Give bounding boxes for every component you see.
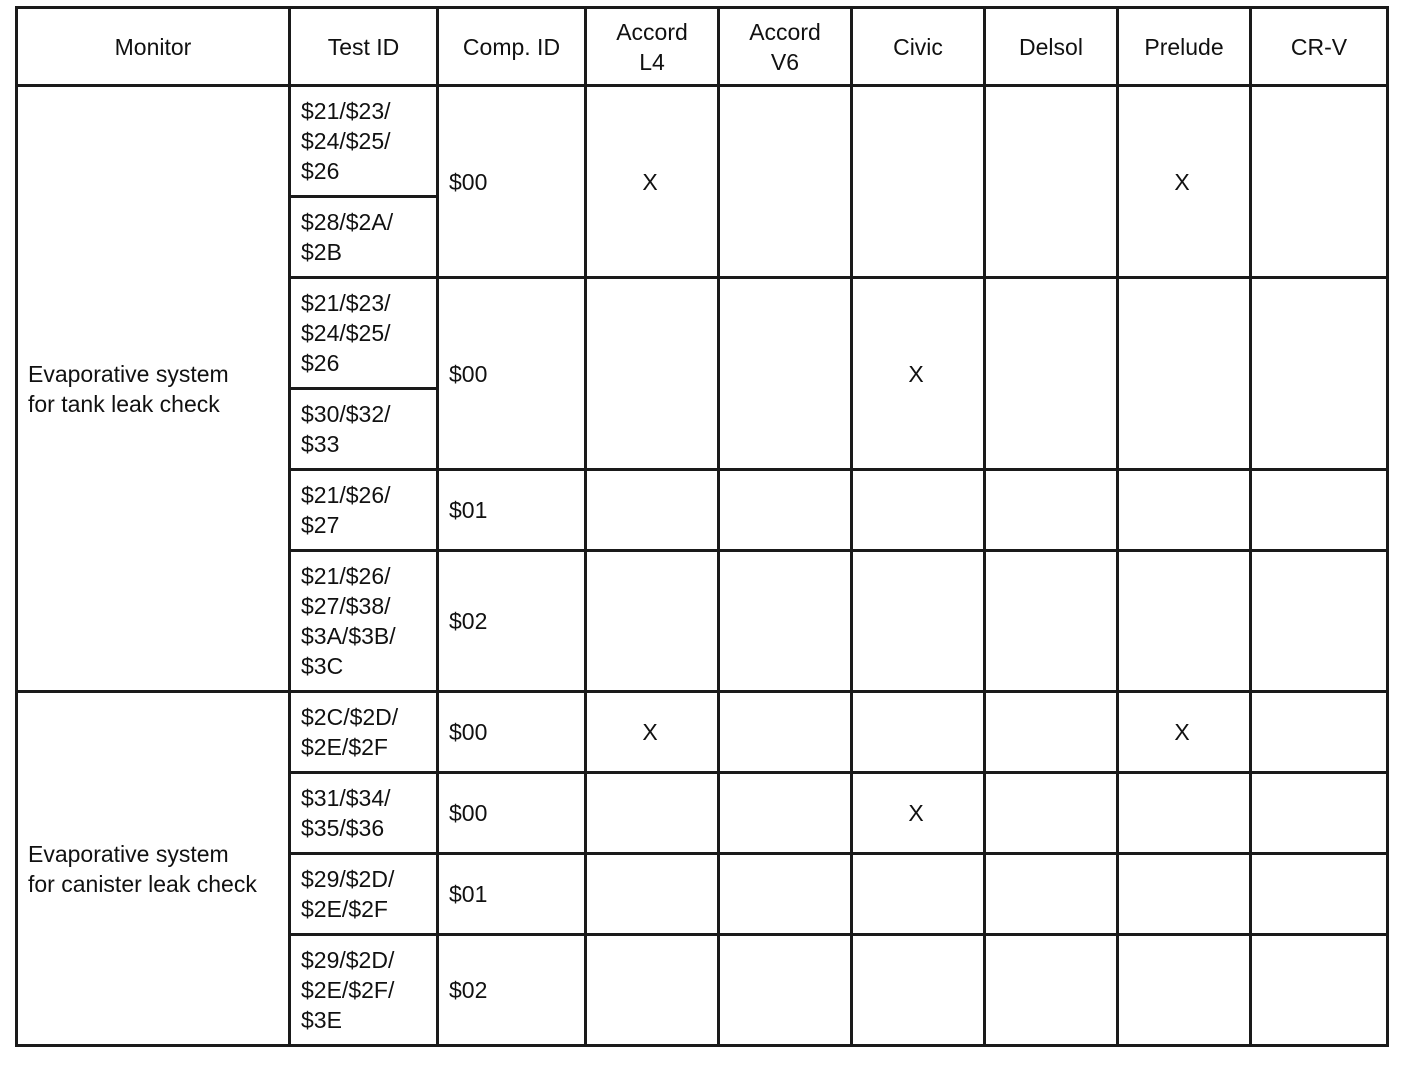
accord-v6-cell: [719, 86, 852, 278]
test-id-cell: $28/$2A/ $2B: [290, 197, 438, 278]
delsol-cell: [985, 773, 1118, 854]
accord-l4-cell: [586, 470, 719, 551]
civic-cell: [852, 86, 985, 278]
table-row: [17, 86, 1388, 197]
accord-v6-cell: [719, 692, 852, 773]
civic-cell: [852, 551, 985, 692]
test-id-cell: $29/$2D/ $2E/$2F: [290, 854, 438, 935]
delsol-cell: [985, 470, 1118, 551]
comp-id-cell: $00: [438, 278, 586, 470]
comp-id-cell: $00: [438, 86, 586, 278]
comp-id-cell: $02: [438, 551, 586, 692]
civic-cell: X: [852, 278, 985, 470]
comp-id-cell: $01: [438, 854, 586, 935]
prelude-cell: [1118, 551, 1251, 692]
delsol-cell: [985, 692, 1118, 773]
delsol-cell: [985, 935, 1118, 1046]
accord-v6-cell: [719, 278, 852, 470]
accord-v6-cell: [719, 854, 852, 935]
monitor-cell: Evaporative system for tank leak check: [17, 86, 290, 692]
accord-v6-cell: [719, 773, 852, 854]
crv-cell: [1251, 551, 1388, 692]
header-test-id: Test ID: [290, 8, 438, 86]
civic-cell: [852, 854, 985, 935]
civic-cell: [852, 470, 985, 551]
prelude-cell: [1118, 278, 1251, 470]
prelude-cell: X: [1118, 692, 1251, 773]
test-id-cell: $21/$26/ $27: [290, 470, 438, 551]
monitor-cell: Evaporative system for canister leak check: [17, 692, 290, 1046]
prelude-cell: [1118, 470, 1251, 551]
header-comp-id: Comp. ID: [438, 8, 586, 86]
header-delsol: Delsol: [985, 8, 1118, 86]
accord-l4-cell: [586, 551, 719, 692]
crv-cell: [1251, 773, 1388, 854]
civic-cell: X: [852, 773, 985, 854]
accord-l4-cell: X: [586, 692, 719, 773]
accord-l4-cell: [586, 773, 719, 854]
prelude-cell: [1118, 773, 1251, 854]
test-id-cell: $21/$23/ $24/$25/ $26: [290, 86, 438, 197]
delsol-cell: [985, 551, 1118, 692]
header-row: [17, 8, 1388, 86]
crv-cell: [1251, 692, 1388, 773]
crv-cell: [1251, 86, 1388, 278]
delsol-cell: [985, 278, 1118, 470]
crv-cell: [1251, 935, 1388, 1046]
header-civic: Civic: [852, 8, 985, 86]
test-id-cell: $21/$23/ $24/$25/ $26: [290, 278, 438, 389]
prelude-cell: X: [1118, 86, 1251, 278]
crv-cell: [1251, 470, 1388, 551]
test-id-cell: $2C/$2D/ $2E/$2F: [290, 692, 438, 773]
test-id-cell: $31/$34/ $35/$36: [290, 773, 438, 854]
accord-l4-cell: [586, 935, 719, 1046]
civic-cell: [852, 692, 985, 773]
comp-id-cell: $00: [438, 692, 586, 773]
accord-l4-cell: [586, 854, 719, 935]
delsol-cell: [985, 86, 1118, 278]
header-monitor: Monitor: [17, 8, 290, 86]
accord-l4-cell: X: [586, 86, 719, 278]
header-accord-v6: Accord V6: [719, 8, 852, 86]
header-prelude: Prelude: [1118, 8, 1251, 86]
test-id-cell: $30/$32/ $33: [290, 389, 438, 470]
header-accord-l4: Accord L4: [586, 8, 719, 86]
prelude-cell: [1118, 935, 1251, 1046]
civic-cell: [852, 935, 985, 1046]
header-crv: CR-V: [1251, 8, 1388, 86]
table-row: [17, 692, 1388, 773]
comp-id-cell: $00: [438, 773, 586, 854]
prelude-cell: [1118, 854, 1251, 935]
crv-cell: [1251, 854, 1388, 935]
comp-id-cell: $02: [438, 935, 586, 1046]
monitor-test-table: [15, 6, 1389, 1047]
test-id-cell: $21/$26/ $27/$38/ $3A/$3B/ $3C: [290, 551, 438, 692]
accord-v6-cell: [719, 935, 852, 1046]
accord-v6-cell: [719, 470, 852, 551]
test-id-cell: $29/$2D/ $2E/$2F/ $3E: [290, 935, 438, 1046]
crv-cell: [1251, 278, 1388, 470]
comp-id-cell: $01: [438, 470, 586, 551]
accord-l4-cell: [586, 278, 719, 470]
accord-v6-cell: [719, 551, 852, 692]
delsol-cell: [985, 854, 1118, 935]
